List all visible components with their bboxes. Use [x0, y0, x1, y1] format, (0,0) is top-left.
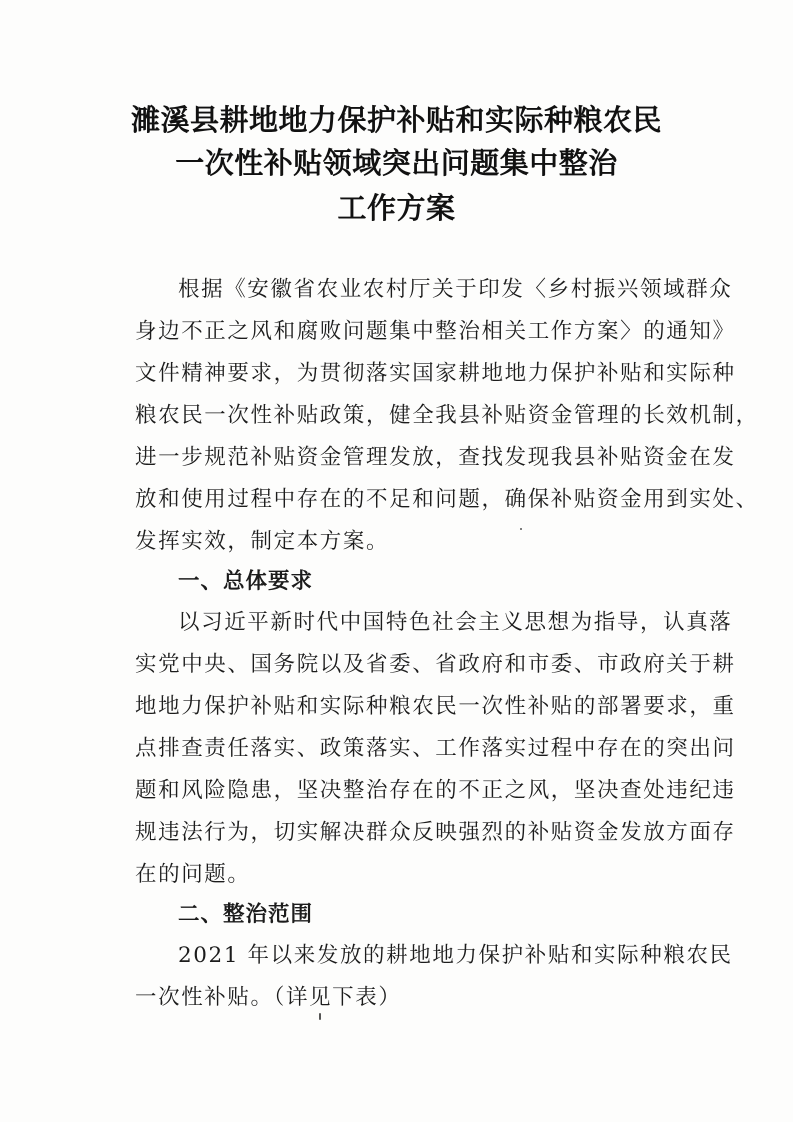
section1-line: 题和风险隐患，坚决整治存在的不正之风，坚决查处违纪违 — [135, 778, 736, 803]
intro-line: 身边不正之风和腐败问题集中整治相关工作方案〉的通知》 — [135, 319, 736, 344]
section1-line: 在的问题。 — [135, 862, 251, 887]
scan-speck — [319, 1013, 321, 1020]
section1-line: 规违法行为，切实解决群众反映强烈的补贴资金发放方面存 — [135, 820, 736, 845]
document-title-line-3: 工作方案 — [337, 191, 456, 225]
scan-speck — [520, 528, 522, 530]
intro-line: 粮农民一次性补贴政策，健全我县补贴资金管理的长效机制， — [135, 403, 759, 428]
section2-line: 2021 年以来发放的耕地地力保护补贴和实际种粮农民 — [178, 943, 733, 968]
intro-line: 进一步规范补贴资金管理发放，查找发现我县补贴资金在发 — [135, 445, 736, 470]
intro-line: 文件精神要求，为贯彻落实国家耕地地力保护补贴和实际种 — [135, 361, 736, 386]
intro-line: 发挥实效，制定本方案。 — [135, 529, 390, 554]
section-heading-general-requirements: 一、总体要求 — [178, 569, 314, 594]
section-heading-scope: 二、整治范围 — [178, 902, 314, 927]
document-title-line-1: 濉溪县耕地地力保护补贴和实际种粮农民 — [130, 103, 662, 137]
section2-line: 一次性补贴。（详见下表） — [135, 985, 402, 1010]
intro-line: 根据《安徽省农业农村厅关于印发〈乡村振兴领域群众 — [178, 277, 733, 302]
document-title-line-2: 一次性补贴领域突出问题集中整治 — [175, 146, 618, 180]
section1-line: 实党中央、国务院以及省委、省政府和市委、市政府关于耕 — [135, 652, 736, 677]
section1-line: 地地力保护补贴和实际种粮农民一次性补贴的部署要求，重 — [135, 694, 736, 719]
section1-line: 点排查责任落实、政策落实、工作落实过程中存在的突出问 — [135, 736, 736, 761]
section1-line: 以习近平新时代中国特色社会主义思想为指导，认真落 — [178, 610, 733, 635]
intro-line: 放和使用过程中存在的不足和问题，确保补贴资金用到实处、 — [135, 487, 759, 512]
